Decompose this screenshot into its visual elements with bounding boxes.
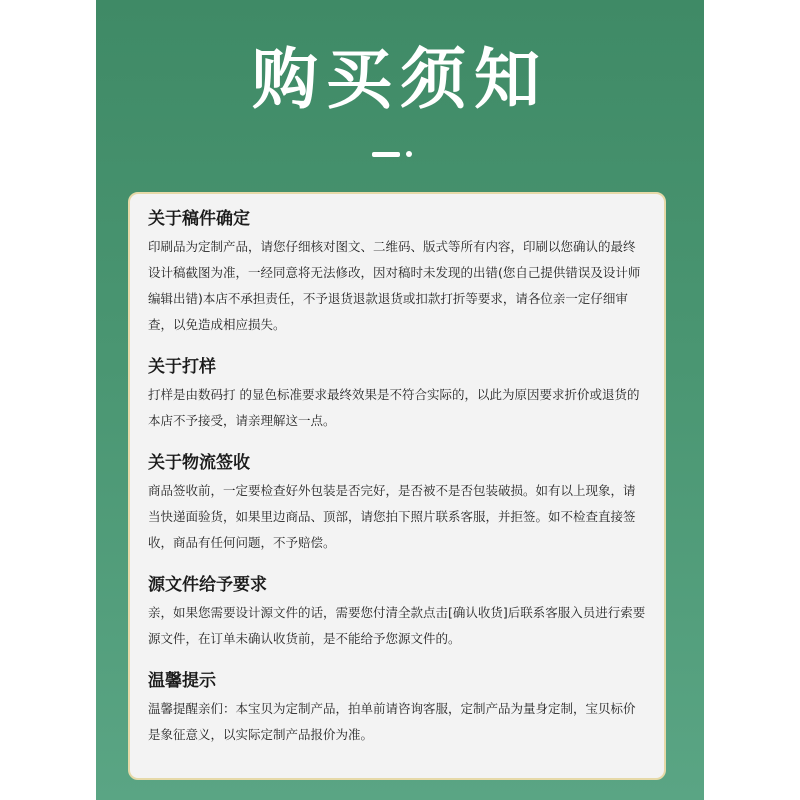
section-heading: 源文件给予要求	[148, 575, 267, 595]
notice-section-proofing	[148, 354, 646, 434]
section-body: 商品签收前，一定要检查好外包装是否完好，是否被不是否包装破损。如有以上现象，请当快递面验货，如果里边商品、顶部，请您拍下照片联系客服，并拒签。如不检查直接签收，商品有任何问题，不予赔偿。	[148, 483, 636, 550]
section-heading: 温馨提示	[148, 671, 216, 691]
section-body: 温馨提醒亲们：本宝贝为定制产品，拍单前请咨询客服，定制产品为量身定制，宝贝标价是象征意义，以实际定制产品报价为准。	[148, 701, 636, 742]
section-heading: 关于打样	[148, 357, 216, 377]
section-body: 打样是由数码打 的显色标准要求最终效果是不符合实际的，以此为原因要求折价或退货的本店不予接受，请亲理解这一点。	[148, 387, 640, 428]
notice-section-source-files	[148, 572, 646, 652]
notice-section-draft-confirmation	[148, 206, 646, 338]
section-body: 印刷品为定制产品，请您仔细核对图文、二维码、版式等所有内容，印刷以您确认的最终设计稿截图为准，一经同意将无法修改，因对稿时未发现的出错(您自己提供错误及设计师编辑出错)本店不承担责任，不予退货退款退货或扣款打折等要求，请各位亲一定仔细审查，以免造成相应损失。	[148, 239, 641, 332]
section-body: 亲，如果您需要设计源文件的话，需要您付清全款点击[确认收货]后联系客服入员进行索要源文件，在订单未确认收货前，是不能给予您源文件的。	[148, 605, 646, 646]
purchase-notice-panel	[96, 0, 704, 800]
title-divider	[372, 152, 400, 157]
notice-section-delivery-receipt	[148, 450, 646, 556]
section-heading: 关于稿件确定	[148, 209, 250, 229]
notice-section-friendly-reminder	[148, 668, 646, 748]
section-heading: 关于物流签收	[148, 453, 250, 473]
title-divider-dot	[406, 151, 412, 157]
page-title: 购买须知	[252, 41, 548, 118]
notice-card	[128, 192, 666, 780]
